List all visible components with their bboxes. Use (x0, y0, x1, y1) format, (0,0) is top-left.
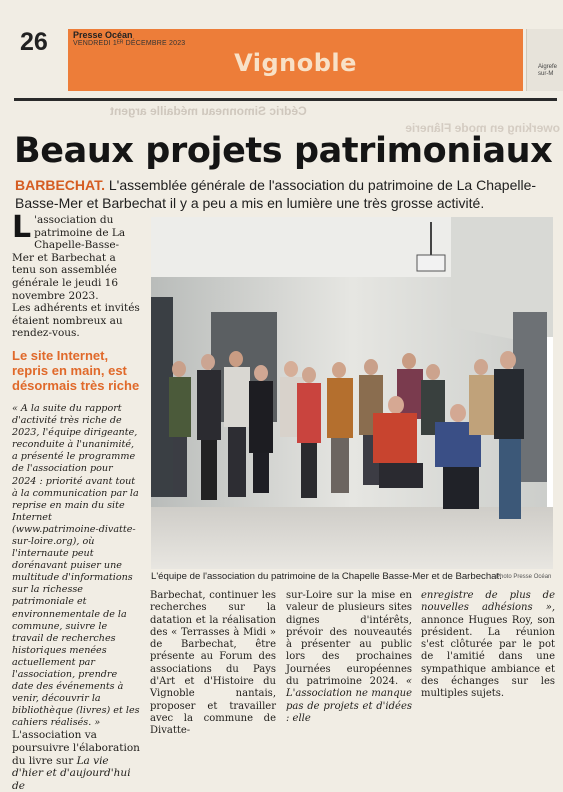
body-column-3-text: annonce Hugues Roy, son président. La réunion s'est clôturée par le pot de l'amitié dans une sympathique ambiance et des échanges sur les multiples sujets. (421, 614, 555, 700)
photo-credit: Photo Presse Océan (496, 574, 552, 580)
header-rule (14, 98, 557, 101)
article-standfirst (15, 176, 555, 212)
group-photo (151, 217, 553, 569)
section-title: Vignoble (234, 49, 357, 77)
article-subhead: Le site Internet, repris en main, est désormais très riche (12, 347, 140, 393)
body-column-2-text: sur-Loire sur la mise en valeur de plusieurs sites dignes d'intérêts, prévoir des nouveautés à présenter au public lors des prochaines Journées européennes du patrimoine 2024. (286, 590, 412, 688)
drop-cap: L (12, 210, 32, 245)
left-column (12, 210, 140, 792)
body-column-3-quote: enregistre de plus de nouvelles adhésions », (421, 590, 555, 614)
book-title: La vie d'hier et d'aujourd'hui de (12, 754, 131, 792)
body-column-1: Barbechat, continuer les recherches sur la datation et la réalisation des « Terrasses à Midi » de Barbechat, être présente au Forum des associations du Pays d'Art et d'Histoire du Vignoble nantais, proposer et travailler avec la commune de Divatte- (150, 590, 276, 737)
intro-paragraph-2: Les adhérents et invités étaient nombreux au rendez-vous. (12, 302, 140, 340)
adjacent-page-strip (526, 29, 563, 91)
body-column-2 (286, 590, 412, 725)
photo-caption: L'équipe de l'association du patrimoine de la Chapelle Basse-Mer et de Barbechat. (151, 571, 502, 582)
publication-date: VENDREDI 1ᴱᴿ DÉCEMBRE 2023 (73, 40, 186, 47)
body-column-3 (421, 590, 555, 701)
article-headline: Beaux projets patrimoniaux (14, 131, 553, 171)
publication-name: Presse Océan (73, 30, 133, 40)
adjacent-page-text: Aigrefe sur-M (538, 64, 558, 77)
president-quote: « A la suite du rapport d'activité très riche de 2023, l'équipe dirigeante, reconduite à l'unanimité, a présenté le programme de l'association pour 2024 : priorité avant tout à la communication par la reprise en main du site Internet (www.patrimoine-divatte-sur-loire.org), où l'internaute peut dorénavant puiser une multitude d'informations sur la richesse patrimoniale et environnementale de la commune, suivre le travail de recherches historiques menées actuellement par l'association, prendre date des événements à venir, découvrir la bibliothèque (livres) et les cahiers réalisés. » (12, 402, 140, 729)
group-photo-illustration (151, 217, 553, 569)
intro-paragraph: 'association du patrimoine de La Chapelle-Basse-Mer et Barbechat a tenu son assemblée générale le jeudi 16 novembre 2023. (12, 214, 126, 302)
bleed-through-text: Cédric Simonneau médaille argent (110, 104, 307, 118)
body-column-2-quote: « L'association ne manque pas de projets et d'idées : elle (286, 676, 413, 724)
left-trail-paragraph: L'association va poursuivre l'élaboration du livre sur La vie d'hier et d'aujourd'hui de (12, 729, 140, 792)
standfirst-text: L'assemblée générale de l'association du patrimoine de La Chapelle-Basse-Mer et Barbechat il y a peu a mis en lumière une très grosse activité. (15, 177, 537, 211)
location-kicker: BARBECHAT. (15, 177, 105, 193)
bleed-through-text-2: owerking en mode Flânerie (405, 121, 560, 135)
page-number: 26 (20, 28, 48, 56)
